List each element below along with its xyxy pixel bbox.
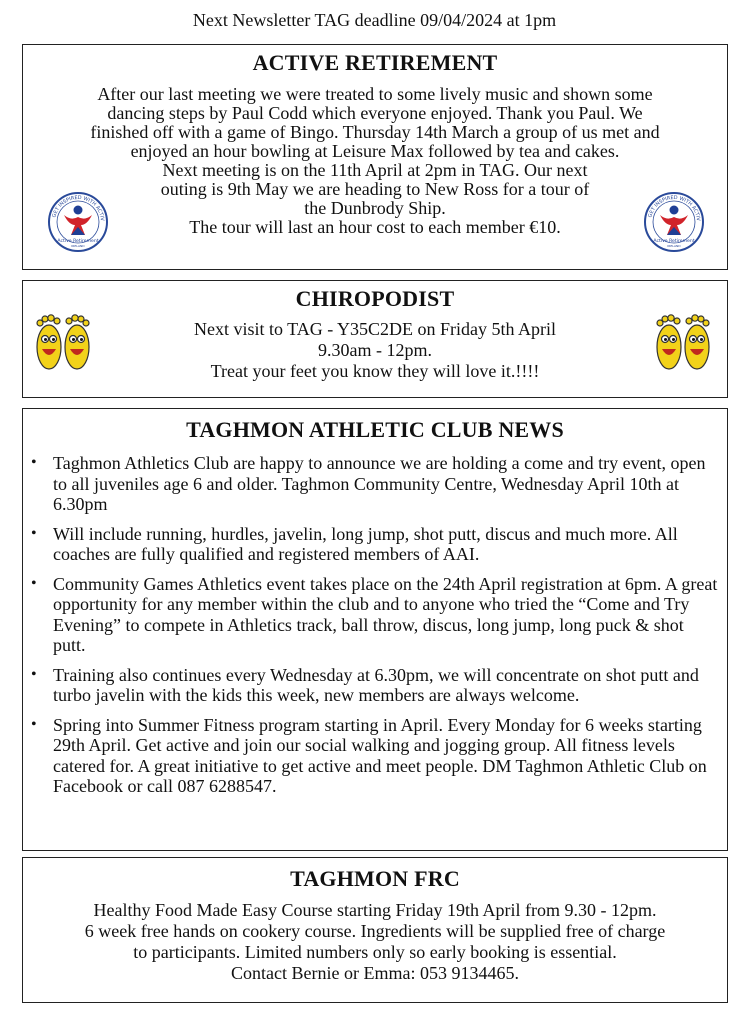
active-retirement-logo-right-icon bbox=[643, 191, 705, 253]
active-retirement-title: ACTIVE RETIREMENT bbox=[252, 50, 498, 75]
frc-section bbox=[22, 857, 728, 1003]
text-line: Next meeting is on the 11th April at 2pm in TAG. Our next bbox=[162, 160, 588, 180]
list-item: • Spring into Summer Fitness program starting in April. Every Monday for 6 weeks starting 29th April. Get active and join our social walking and jogging group. All fitness levels catered for. A great initiative to get active and meet people. DM Taghmon Athletic Club on Facebook or call 087 6288547. bbox=[23, 715, 727, 797]
text-line: Treat your feet you know they will love it.!!!! bbox=[210, 361, 540, 381]
text-line: 9.30am - 12pm. bbox=[318, 340, 432, 360]
active-retirement-section bbox=[22, 44, 728, 270]
list-item: • Will include running, hurdles, javelin, long jump, shot putt, discus and much more. All coaches are fully qualified and registered members of AAI. bbox=[23, 524, 727, 565]
list-item: • Community Games Athletics event takes place on the 24th April registration at 6pm. A great opportunity for any member within the club and to anyone who tried the “Come and Try Evening” to compete in Athletics track, ball throw, discus, long jump, long puck & shot putt. bbox=[23, 574, 727, 656]
text-line: dancing steps by Paul Codd which everyone enjoyed. Thank you Paul. We bbox=[107, 103, 643, 123]
cartoon-feet-right-icon bbox=[653, 311, 713, 373]
logo-arc-text: GET INSPIRED WITH ACTIV bbox=[647, 194, 702, 222]
text-line: enjoyed an hour bowling at Leisure Max followed by tea and cakes. bbox=[130, 141, 620, 161]
text-line: to participants. Limited numbers only so early booking is essential. bbox=[133, 942, 617, 962]
athletic-club-section bbox=[22, 408, 728, 851]
text-line: Healthy Food Made Easy Course starting Friday 19th April from 9.30 - 12pm. bbox=[93, 900, 657, 920]
text-line: After our last meeting we were treated to some lively music and shown some bbox=[97, 84, 653, 104]
text-line: Contact Bernie or Emma: 053 9134465. bbox=[231, 963, 519, 983]
text-line: Next visit to TAG - Y35C2DE on Friday 5th April bbox=[193, 319, 557, 339]
active-retirement-text-top bbox=[23, 85, 727, 161]
athletic-news-list bbox=[23, 453, 727, 797]
text-line: 6 week free hands on cookery course. Ingredients will be supplied free of charge bbox=[84, 921, 666, 941]
chiropodist-section bbox=[22, 280, 728, 398]
active-retirement-logo-left-icon bbox=[47, 191, 109, 253]
text-line: outing is 9th May we are heading to New Ross for a tour of bbox=[160, 179, 590, 199]
logo-label: Active Retirement bbox=[57, 239, 99, 244]
newsletter-deadline: Next Newsletter TAG deadline 09/04/2024 at 1pm bbox=[192, 10, 557, 30]
logo-label: Active Retirement bbox=[653, 239, 695, 244]
active-retirement-text-bottom bbox=[23, 161, 727, 237]
text-line: The tour will last an hour cost to each member €10. bbox=[189, 217, 561, 237]
text-line: finished off with a game of Bingo. Thursday 14th March a group of us met and bbox=[90, 122, 660, 142]
logo-arc-text: GET INSPIRED WITH ACTIV bbox=[51, 194, 106, 222]
frc-title: TAGHMON FRC bbox=[290, 866, 460, 891]
athletic-club-title: TAGHMON ATHLETIC CLUB NEWS bbox=[186, 417, 564, 442]
chiropodist-title: CHIROPODIST bbox=[295, 286, 455, 311]
logo-sublabel: IRELAND bbox=[667, 244, 681, 248]
list-item: • Training also continues every Wednesday at 6.30pm, we will concentrate on shot putt and turbo javelin with the kids this week, new members are always welcome. bbox=[23, 665, 727, 706]
logo-sublabel: IRELAND bbox=[71, 244, 85, 248]
cartoon-feet-left-icon bbox=[33, 311, 93, 373]
chiropodist-text bbox=[23, 319, 727, 382]
text-line: the Dunbrody Ship. bbox=[304, 198, 446, 218]
list-item: • Taghmon Athletics Club are happy to announce we are holding a come and try event, open to all juveniles age 6 and older. Taghmon Community Centre, Wednesday April 10th at 6.30pm bbox=[23, 453, 727, 515]
frc-text bbox=[23, 900, 727, 984]
